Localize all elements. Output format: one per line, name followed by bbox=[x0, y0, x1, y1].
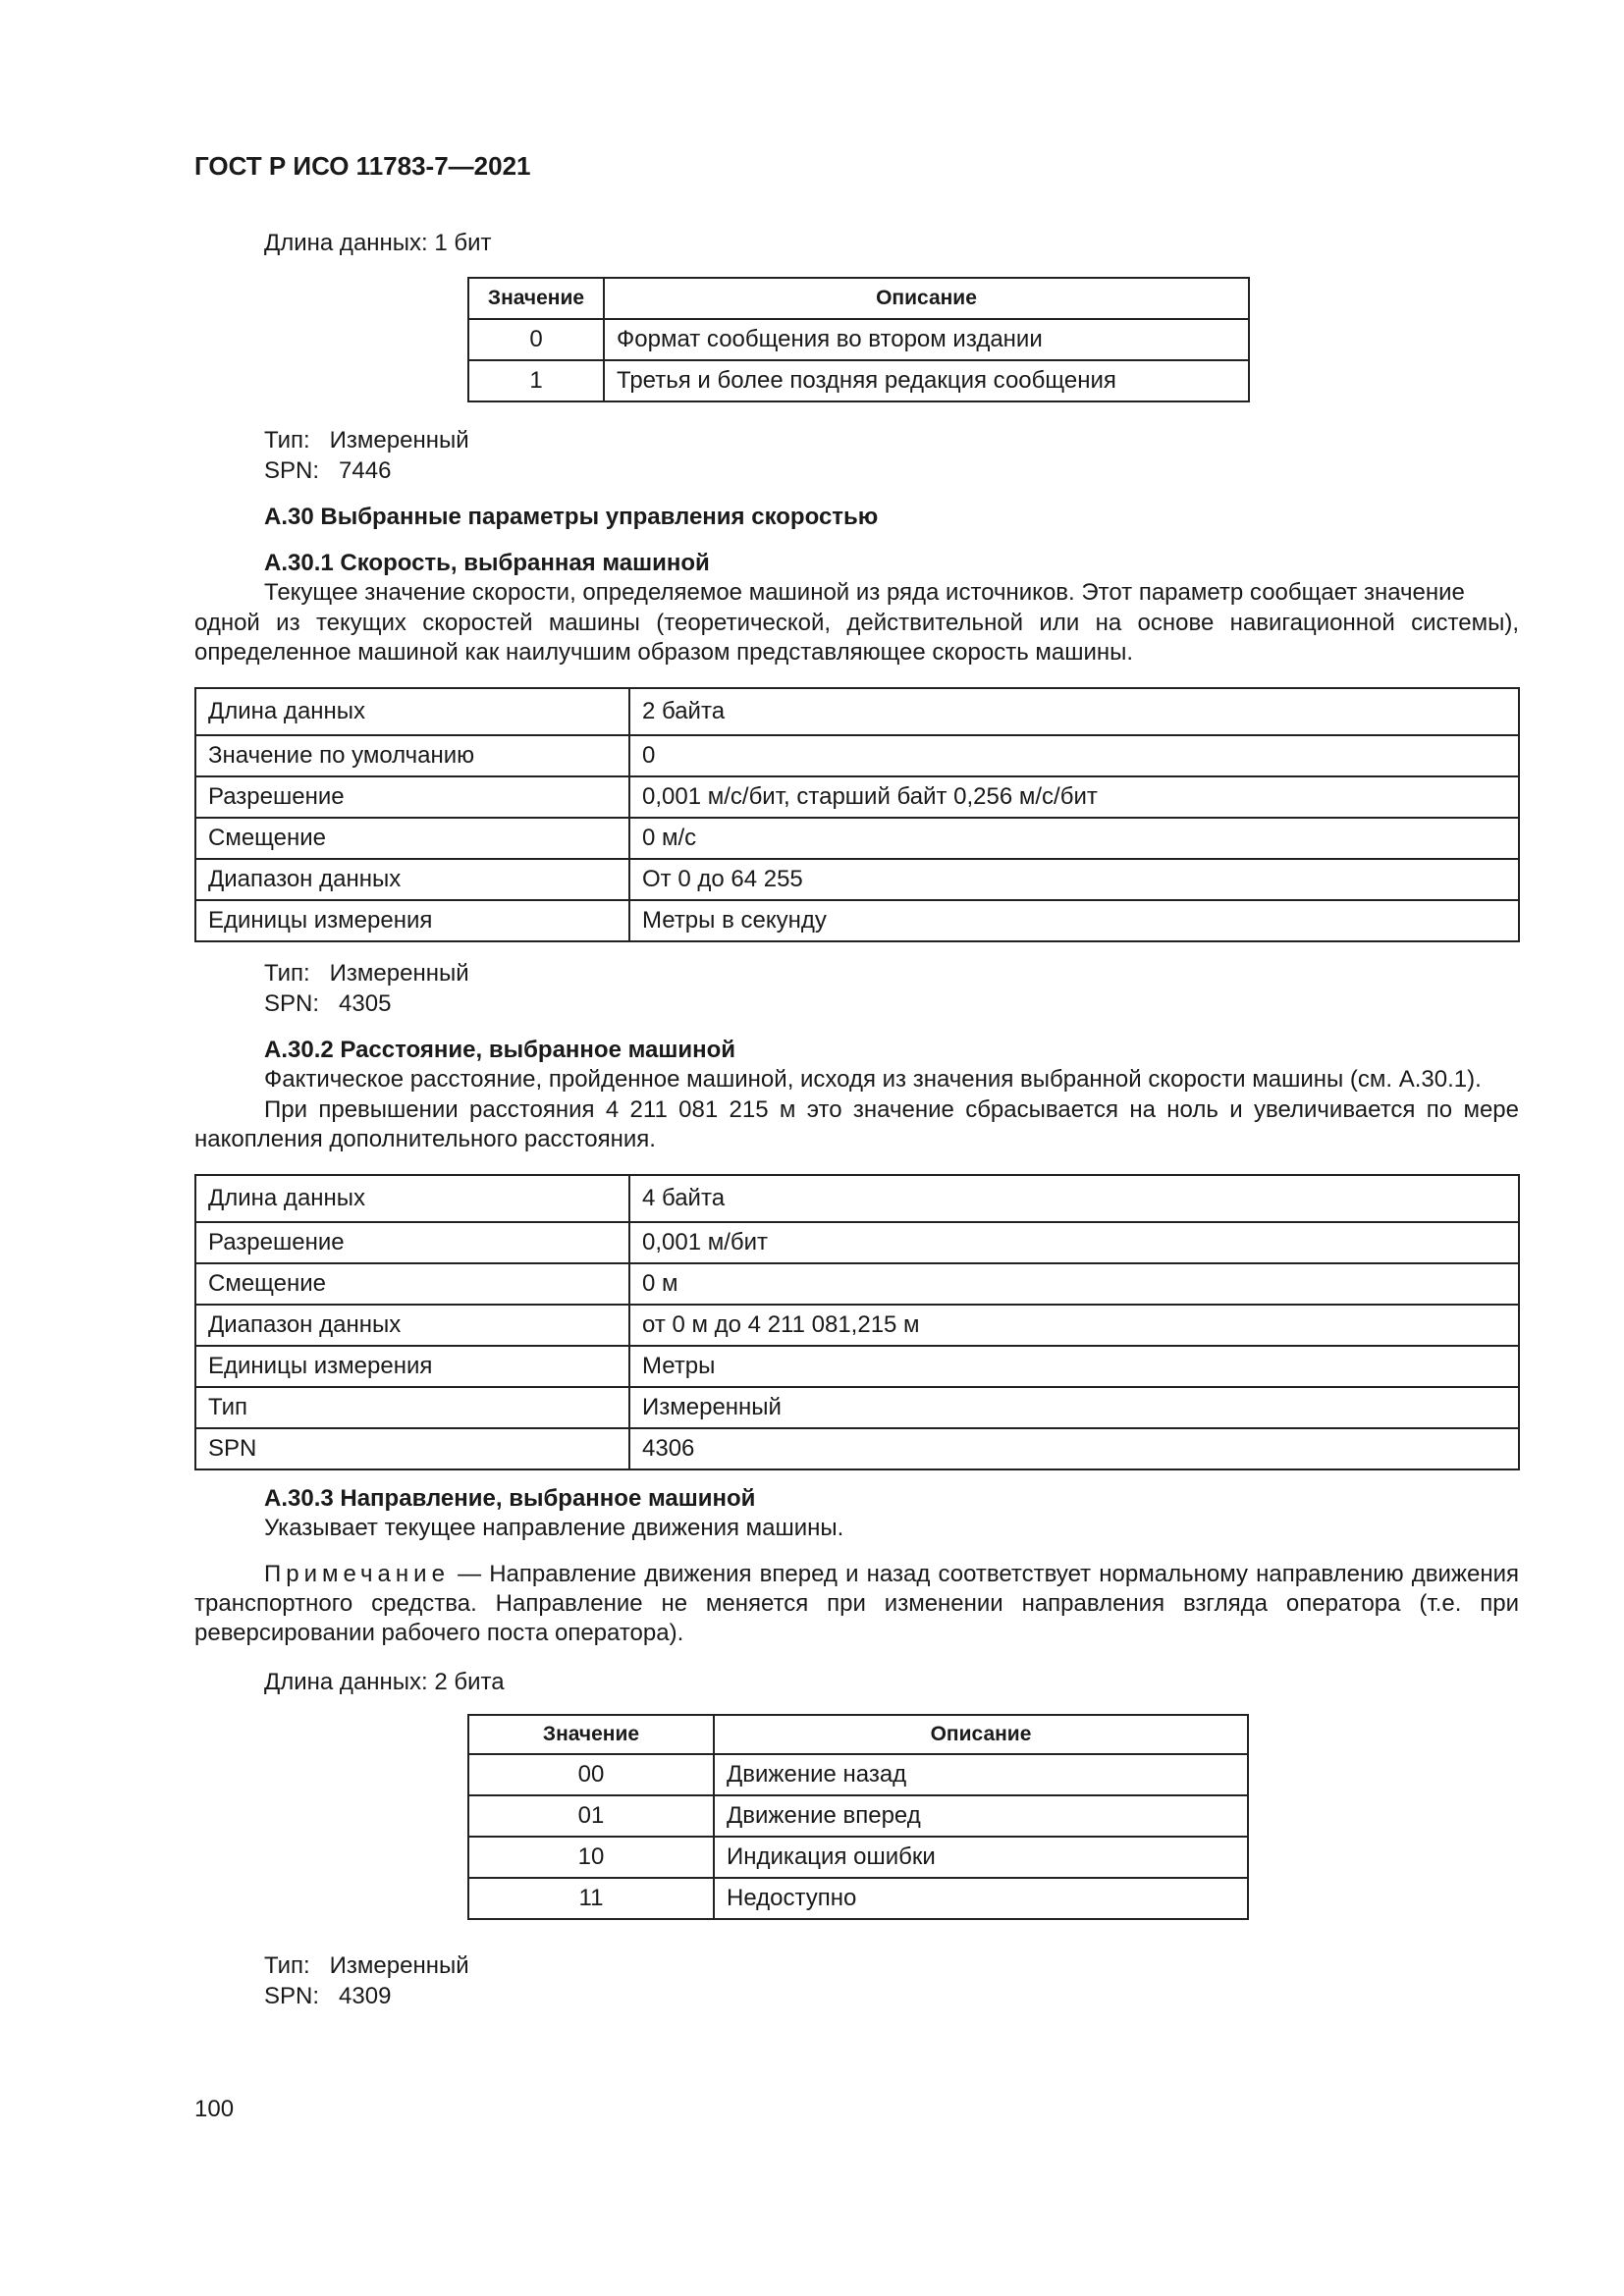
table-cell: Смещение bbox=[195, 1263, 629, 1305]
table-cell: от 0 м до 4 211 081,215 м bbox=[629, 1305, 1519, 1346]
table-row bbox=[195, 1305, 1519, 1346]
table-cell: 00 bbox=[468, 1754, 714, 1795]
table-row bbox=[468, 1754, 1248, 1795]
paragraph: Указывает текущее направление движения машины. bbox=[264, 1515, 844, 1541]
table-cell: 0,001 м/с/бит, старший байт 0,256 м/с/бит bbox=[629, 776, 1519, 818]
table-cell: Значение по умолчанию bbox=[195, 735, 629, 776]
table-row bbox=[468, 360, 1249, 401]
table-row bbox=[468, 1878, 1248, 1919]
table-cell: Смещение bbox=[195, 818, 629, 859]
spn-line: SPN: 7446 bbox=[264, 457, 392, 484]
table-cell: Недоступно bbox=[714, 1878, 1248, 1919]
table-cell: 1 bbox=[468, 360, 604, 401]
table-cell: 0 bbox=[629, 735, 1519, 776]
table-cell: 0 bbox=[468, 319, 604, 360]
table-cell: Третья и более поздняя редакция сообщения bbox=[604, 360, 1249, 401]
table-header-row bbox=[468, 1715, 1248, 1754]
paragraph: Текущее значение скорости, определяемое машиной из ряда источников. Этот параметр сообщает значение bbox=[264, 579, 1465, 606]
type-line: Тип: Измеренный bbox=[264, 427, 469, 454]
table-cell: Метры bbox=[629, 1346, 1519, 1387]
document-header: ГОСТ Р ИСО 11783-7—2021 bbox=[194, 151, 531, 181]
table-row bbox=[468, 1837, 1248, 1878]
section-heading-a30-1: A.30.1 Скорость, выбранная машиной bbox=[264, 550, 710, 576]
column-header: Описание bbox=[714, 1715, 1248, 1754]
table-cell: От 0 до 64 255 bbox=[629, 859, 1519, 900]
spn-line: SPN: 4309 bbox=[264, 1983, 392, 2009]
table-cell: 10 bbox=[468, 1837, 714, 1878]
table-cell: Измеренный bbox=[629, 1387, 1519, 1428]
parameters-table-speed bbox=[194, 687, 1520, 942]
table-row bbox=[195, 688, 1519, 735]
paragraph: При превышении расстояния 4 211 081 215 м это значение сбрасывается на ноль и увеличивается по мере накопления дополнительного расстояния. bbox=[194, 1096, 1519, 1152]
table-row bbox=[195, 1175, 1519, 1222]
section-heading-a30: A.30 Выбранные параметры управления скоростью bbox=[264, 504, 879, 530]
section-heading-a30-2: A.30.2 Расстояние, выбранное машиной bbox=[264, 1037, 736, 1063]
table-cell: Длина данных bbox=[195, 1175, 629, 1222]
table-row bbox=[195, 1346, 1519, 1387]
column-header: Значение bbox=[468, 278, 604, 319]
column-header: Описание bbox=[604, 278, 1249, 319]
table-cell: 11 bbox=[468, 1878, 714, 1919]
table-row bbox=[195, 776, 1519, 818]
table-cell: Единицы измерения bbox=[195, 900, 629, 941]
table-cell: Длина данных bbox=[195, 688, 629, 735]
parameters-table-distance bbox=[194, 1174, 1520, 1470]
type-line: Тип: Измеренный bbox=[264, 1952, 469, 1979]
table-cell: 4306 bbox=[629, 1428, 1519, 1469]
table-row bbox=[468, 319, 1249, 360]
table-cell: Тип bbox=[195, 1387, 629, 1428]
value-table-1bit bbox=[467, 277, 1250, 402]
data-length-2bit: Длина данных: 2 бита bbox=[264, 1669, 505, 1695]
table-cell: 4 байта bbox=[629, 1175, 1519, 1222]
table-cell: Индикация ошибки bbox=[714, 1837, 1248, 1878]
table-row bbox=[195, 900, 1519, 941]
table-cell: 2 байта bbox=[629, 688, 1519, 735]
table-cell: Разрешение bbox=[195, 1222, 629, 1263]
value-table-direction bbox=[467, 1714, 1249, 1920]
table-cell: Движение назад bbox=[714, 1754, 1248, 1795]
section-heading-a30-3: A.30.3 Направление, выбранное машиной bbox=[264, 1485, 756, 1512]
table-cell: Движение вперед bbox=[714, 1795, 1248, 1837]
note-paragraph bbox=[194, 1560, 1519, 1648]
table-row bbox=[468, 1795, 1248, 1837]
table-cell: 0 м/с bbox=[629, 818, 1519, 859]
spn-line: SPN: 4305 bbox=[264, 990, 392, 1017]
table-cell: Диапазон данных bbox=[195, 859, 629, 900]
page-number: 100 bbox=[194, 2096, 235, 2122]
table-row bbox=[195, 1428, 1519, 1469]
table-cell: Единицы измерения bbox=[195, 1346, 629, 1387]
table-row bbox=[195, 859, 1519, 900]
table-cell: Формат сообщения во втором издании bbox=[604, 319, 1249, 360]
table-row bbox=[195, 1387, 1519, 1428]
paragraph: Фактическое расстояние, пройденное машиной, исходя из значения выбранной скорости машины (см. А.30.1). bbox=[264, 1066, 1482, 1093]
type-line: Тип: Измеренный bbox=[264, 960, 469, 987]
table-row bbox=[195, 1263, 1519, 1305]
table-row bbox=[195, 735, 1519, 776]
table-cell: 01 bbox=[468, 1795, 714, 1837]
note-text: — Направление движения вперед и назад соответствует нормальному направлению движения транспортного средства. Направление не меняется при изменении направления взгляда оператора (т.е. при реверсировании рабочего поста оператора). bbox=[194, 1561, 1519, 1646]
table-row bbox=[195, 1222, 1519, 1263]
note-label: Примечание bbox=[264, 1561, 450, 1587]
table-cell: 0,001 м/бит bbox=[629, 1222, 1519, 1263]
table-cell: Диапазон данных bbox=[195, 1305, 629, 1346]
paragraph: одной из текущих скоростей машины (теоретической, действительной или на основе навигационной системы), определенное машиной как наилучшим образом представляющее скорость машины. bbox=[194, 610, 1519, 666]
table-cell: SPN bbox=[195, 1428, 629, 1469]
table-row bbox=[195, 818, 1519, 859]
data-length-1bit: Длина данных: 1 бит bbox=[264, 230, 492, 256]
table-cell: Разрешение bbox=[195, 776, 629, 818]
table-cell: 0 м bbox=[629, 1263, 1519, 1305]
table-cell: Метры в секунду bbox=[629, 900, 1519, 941]
table-header-row bbox=[468, 278, 1249, 319]
column-header: Значение bbox=[468, 1715, 714, 1754]
